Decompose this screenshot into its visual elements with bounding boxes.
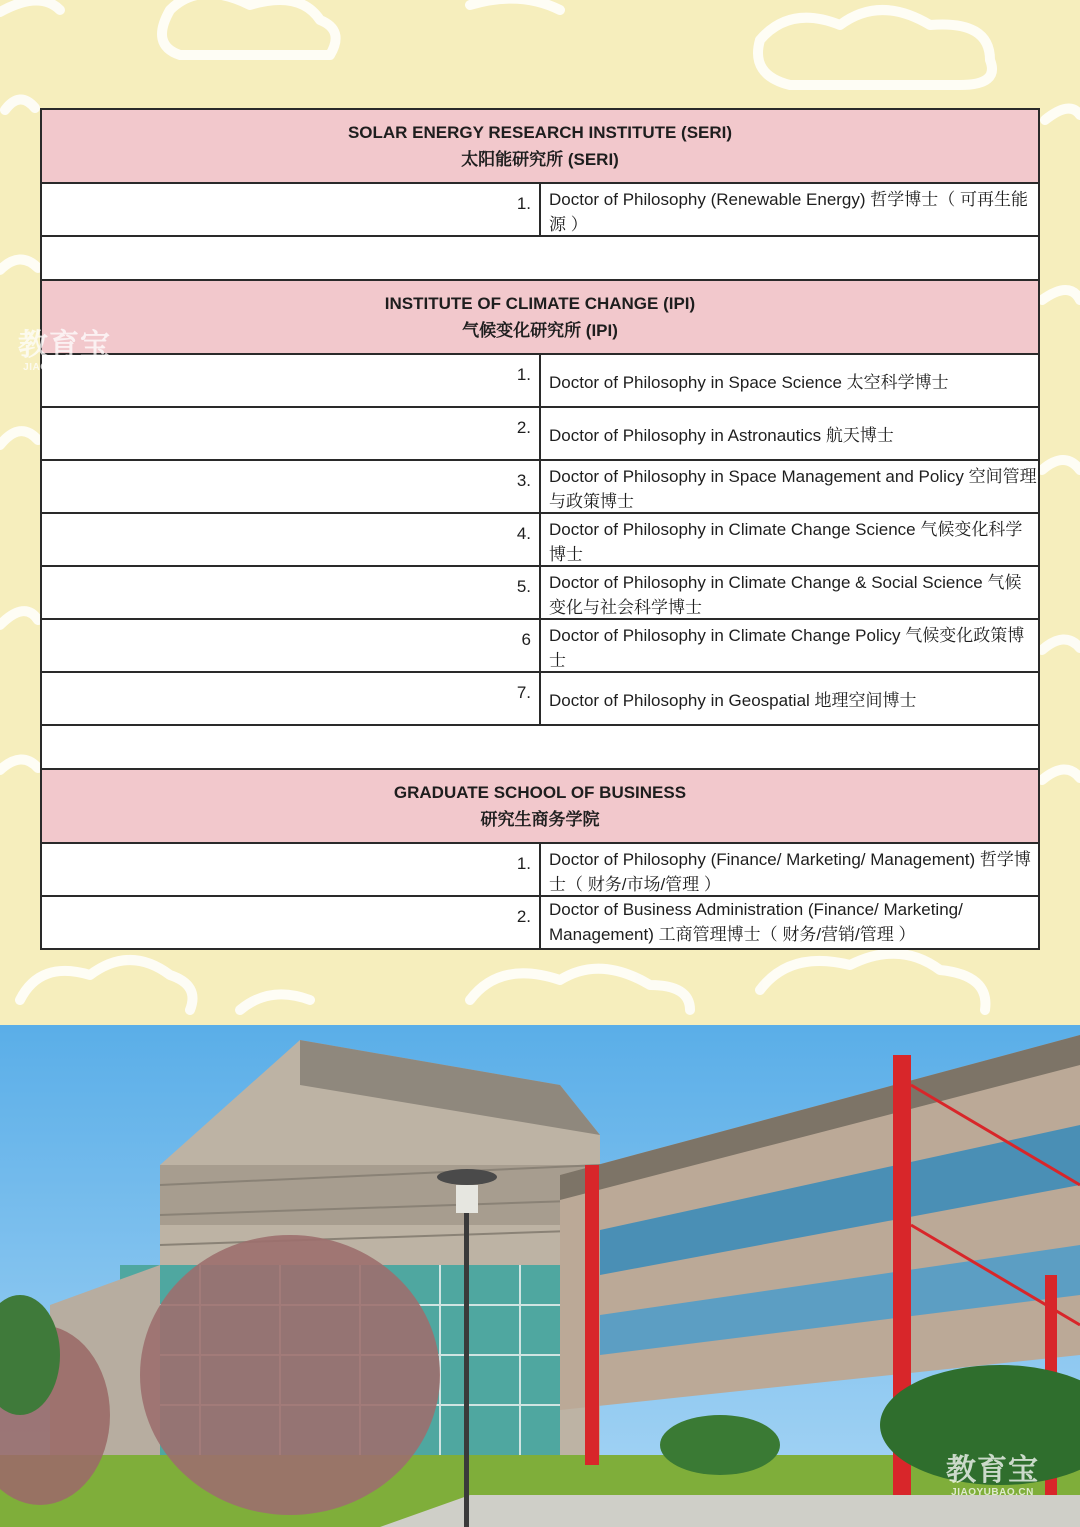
section-header-seri <box>41 109 1039 183</box>
row-number: 2. <box>41 407 540 460</box>
spacer-row <box>41 236 1039 280</box>
row-number: 7. <box>41 672 540 725</box>
watermark-text: 教育宝 <box>18 329 111 362</box>
table-row <box>41 513 1039 566</box>
watermark-url: JIAOYUBAO.CN <box>951 760 1034 771</box>
program-name: Doctor of Philosophy in Climate Change Policy 气候变化政策博士 <box>540 619 1039 672</box>
table-row <box>41 354 1039 407</box>
section-title: GRADUATE SCHOOL OF BUSINESS <box>393 783 687 802</box>
watermark-text: 教育宝 <box>946 727 1039 760</box>
section-title: INSTITUTE OF CLIMATE CHANGE (IPI) <box>384 294 696 313</box>
row-number: 3. <box>41 460 540 513</box>
section-header-cell <box>41 109 1039 183</box>
section-header-ipi <box>41 280 1039 354</box>
row-number: 5. <box>41 566 540 619</box>
table-row <box>41 183 1039 236</box>
section-title: SOLAR ENERGY RESEARCH INSTITUTE (SERI) <box>347 123 733 142</box>
program-name: Doctor of Philosophy in Geospatial 地理空间博士 <box>540 672 1039 725</box>
program-table <box>40 108 1040 950</box>
section-title-zh: 研究生商务学院 <box>480 810 600 829</box>
program-name: Doctor of Business Administration (Finance/ Marketing/ Management) 工商管理博士（ 财务/营销/管理 ） <box>540 896 1039 949</box>
watermark-url: JIAOYUBAO.CN <box>951 1487 1034 1498</box>
watermark-text: 教育宝 <box>946 1454 1039 1487</box>
program-name: Doctor of Philosophy in Space Management and Policy 空间管理与政策博士 <box>540 460 1039 513</box>
row-number: 6 <box>41 619 540 672</box>
row-number: 1. <box>41 354 540 407</box>
campus-building-photo <box>0 1025 1080 1527</box>
row-number: 1. <box>41 183 540 236</box>
section-header-cell <box>41 769 1039 843</box>
program-name: Doctor of Philosophy in Climate Change & Social Science 气候变化与社会科学博士 <box>540 566 1039 619</box>
section-header-gsb <box>41 769 1039 843</box>
section-header-cell <box>41 280 1039 354</box>
table-row <box>41 843 1039 896</box>
program-name: Doctor of Philosophy in Space Science 太空科学博士 <box>540 354 1039 407</box>
row-number: 2. <box>41 896 540 949</box>
table-row <box>41 619 1039 672</box>
table-row <box>41 566 1039 619</box>
table-row <box>41 407 1039 460</box>
program-name: Doctor of Philosophy (Finance/ Marketing/ Management) 哲学博士（ 财务/市场/管理 ） <box>540 843 1039 896</box>
row-number: 4. <box>41 513 540 566</box>
watermark-url: JIAOYUBAO.CN <box>23 362 106 373</box>
section-title-zh: 气候变化研究所 (IPI) <box>462 321 618 340</box>
row-number: 1. <box>41 843 540 896</box>
table-row <box>41 672 1039 725</box>
table-row <box>41 896 1039 949</box>
program-name: Doctor of Philosophy in Astronautics 航天博士 <box>540 407 1039 460</box>
program-name: Doctor of Philosophy in Climate Change Science 气候变化科学博士 <box>540 513 1039 566</box>
spacer-row <box>41 725 1039 769</box>
table-row <box>41 460 1039 513</box>
section-title-zh: 太阳能研究所 (SERI) <box>461 150 619 169</box>
program-name: Doctor of Philosophy (Renewable Energy) 哲学博士（ 可再生能源 ） <box>540 183 1039 236</box>
